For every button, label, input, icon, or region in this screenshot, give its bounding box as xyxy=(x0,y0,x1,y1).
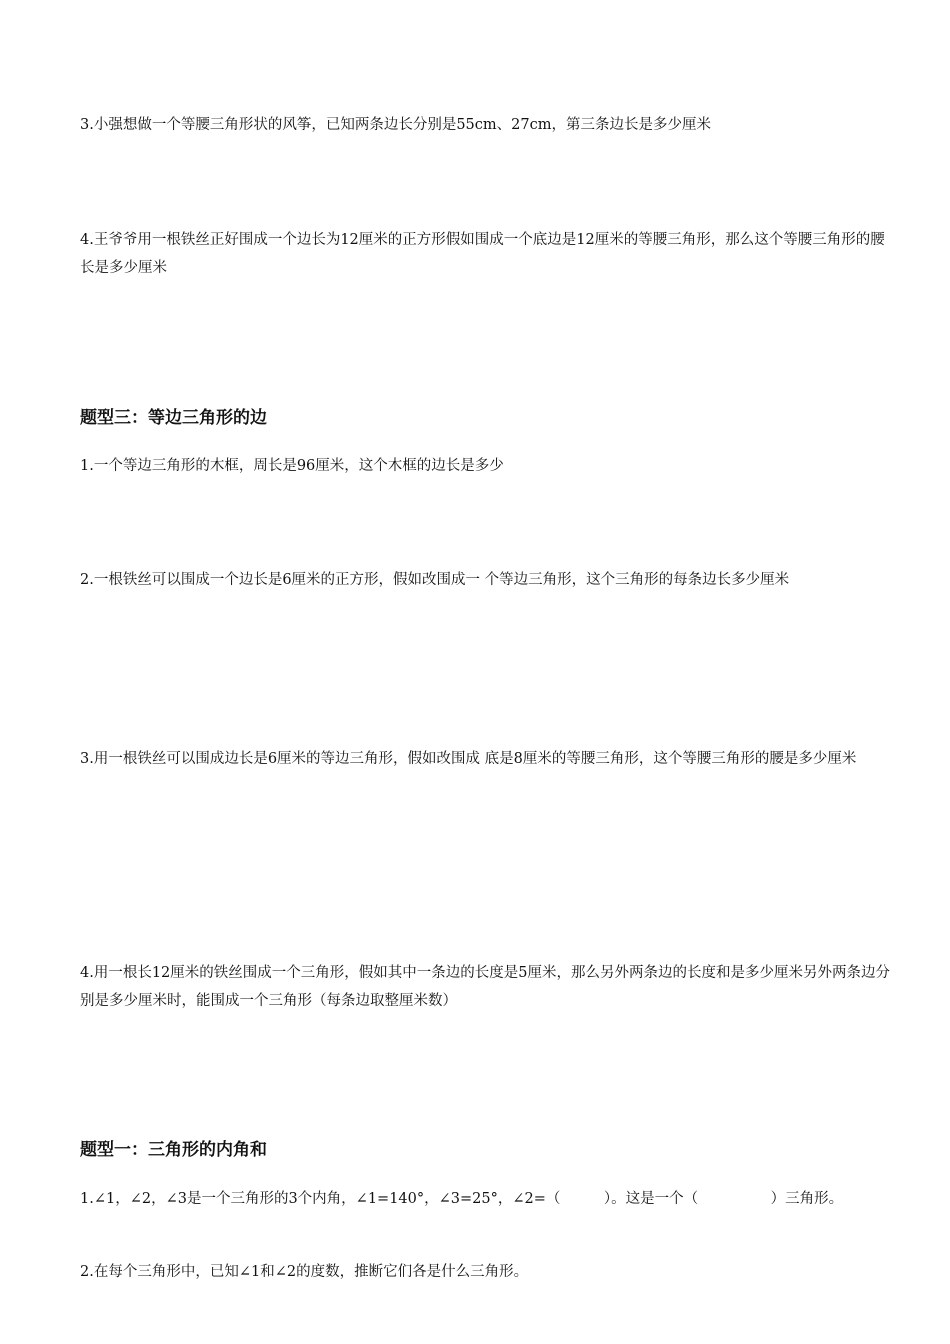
question-one-1: 1.∠1，∠2，∠3是一个三角形的3个内角，∠1=140°，∠3=25°，∠2=（ ）。这是一个（ ）三角形。 xyxy=(80,1191,844,1207)
question-three-4: 4.用一根长12厘米的铁丝围成一个三角形，假如其中一条边的长度是5厘米，那么另外两条边的长度和是多少厘米另外两条边分别是多少厘米时，能围成一个三角形（每条边取整厘米数） xyxy=(80,965,891,1009)
question-three-1: 1.一个等边三角形的木框，周长是96厘米，这个木框的边长是多少 xyxy=(80,458,504,474)
question-three-2: 2.一根铁丝可以围成一个边长是6厘米的正方形，假如改围成一 个等边三角形，这个三角形的每条边长多少厘米 xyxy=(80,572,790,588)
section-heading-equilateral: 题型三：等边三角形的边 xyxy=(80,408,267,428)
question-three-3: 3.用一根铁丝可以围成边长是6厘米的等边三角形，假如改围成 底是8厘米的等腰三角形，这个等腰三角形的腰是多少厘米 xyxy=(80,751,857,767)
question-b-4: 4.王爷爷用一根铁丝正好围成一个边长为12厘米的正方形假如围成一个底边是12厘米的等腰三角形，那么这个等腰三角形的腰长是多少厘米 xyxy=(80,232,885,276)
question-one-2: 2.在每个三角形中，已知∠1和∠2的度数，推断它们各是什么三角形。 xyxy=(80,1264,529,1280)
section-heading-interior-angles: 题型一：三角形的内角和 xyxy=(80,1140,267,1160)
question-b-3: 3.小强想做一个等腰三角形状的风筝，已知两条边长分别是55cm、27cm，第三条边长是多少厘米 xyxy=(80,117,711,133)
